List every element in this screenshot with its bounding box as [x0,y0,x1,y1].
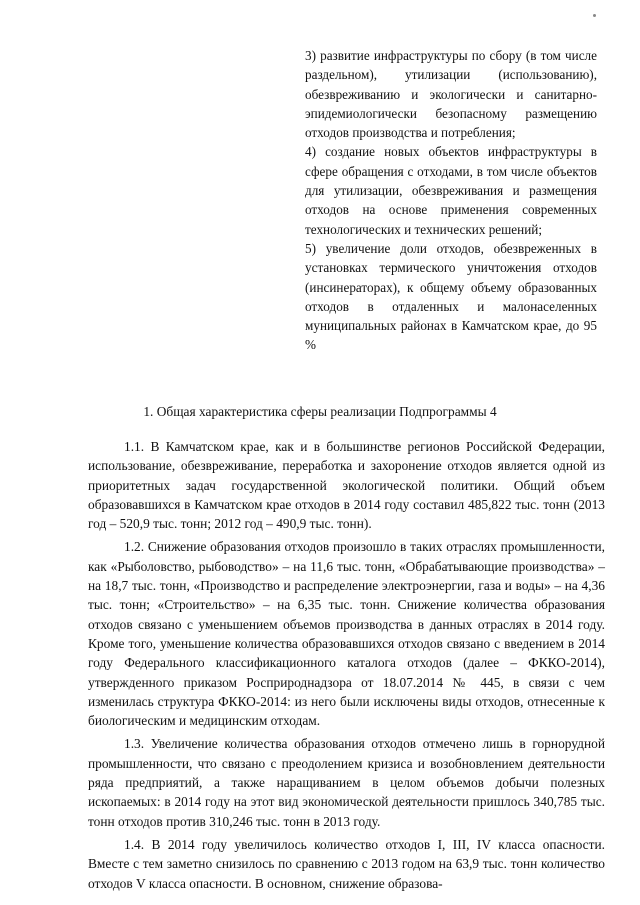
paragraph: 1.4. В 2014 году увеличилось количество отходов I, III, IV класса опасности. Вместе с тем заметно снизилось по сравнению с 2013 годом на 63,9 тыс. тонн количество отходов V класса опасности. В основном, снижение образова- [88,836,605,891]
list-item: 4) создание новых объектов инфраструктуры в сфере обращения с отходами, в том числе объектов для утилизации, обезвреживания и размещения отходов на основе применения современных технологических и технических решений; [305,144,597,237]
goals-list [305,46,597,355]
scan-dot [593,14,596,17]
list-item: 5) увеличение доли отходов, обезвреженных в установках термического уничтожения отходов (инсинераторах), к общему объему образованных отходов в отдаленных и малонаселенных муниципальных районах в Камчатском крае, до 95 % [305,240,597,353]
paragraph: 1.2. Снижение образования отходов произошло в таких отраслях промышленности, как «Рыболовство, рыбоводство» – на 11,6 тыс. тонн, «Обрабатывающие производства» – на 18,7 тыс. тонн, «Производство и распределение электроэнергии, газа и воды» – на 4,36 тыс. тонн; «Строительство» – на 6,35 тыс. тонн. Снижение количества образования отходов связано с уменьшением объемов производства в данных отраслях в 2014 году. Кроме того, уменьшение количества образовавшихся отходов связано с введением в 2014 году Федерального классификационного каталога отходов (далее – ФККО-2014), утвержденного приказом Росприроднадзора от 18.07.2014 № 445, в связи с чем изменилась структура ФККО-2014: из него были исключены виды отходов, отнесенные к биологическим и медицинским отходам. [88,539,605,729]
section-heading: 1. Общая характеристика сферы реализации Подпрограммы 4 [143,404,497,419]
paragraph: 1.3. Увеличение количества образования отходов отмечено лишь в горнорудной промышленности, что связано с преодолением кризиса и возобновлением деятельности ряда предприятий, а также наращиванием в целом объемов добычи полезных ископаемых: в 2014 году на этот вид экономической деятельности пришлось 340,785 тыс. тонн отходов против 310,246 тыс. тонн в 2013 году. [88,736,605,829]
list-item: 3) развитие инфраструктуры по сбору (в том числе раздельном), утилизации (использованию), обезвреживанию и экологически и санитарно-эпидемиологически безопасному размещению отходов производства и потребления; [305,48,597,141]
paragraph: 1.1. В Камчатском крае, как и в большинстве регионов Российской Федерации, использование, обезвреживание, переработка и захоронение отходов является одной из приоритетных задач государственной экологической политики. Общий объем образовавшихся в Камчатском крае отходов в 2014 году составил 485,822 тыс. тонн (2013 год – 520,9 тыс. тонн; 2012 год – 490,9 тыс. тонн). [88,439,605,532]
section-body [88,437,605,897]
